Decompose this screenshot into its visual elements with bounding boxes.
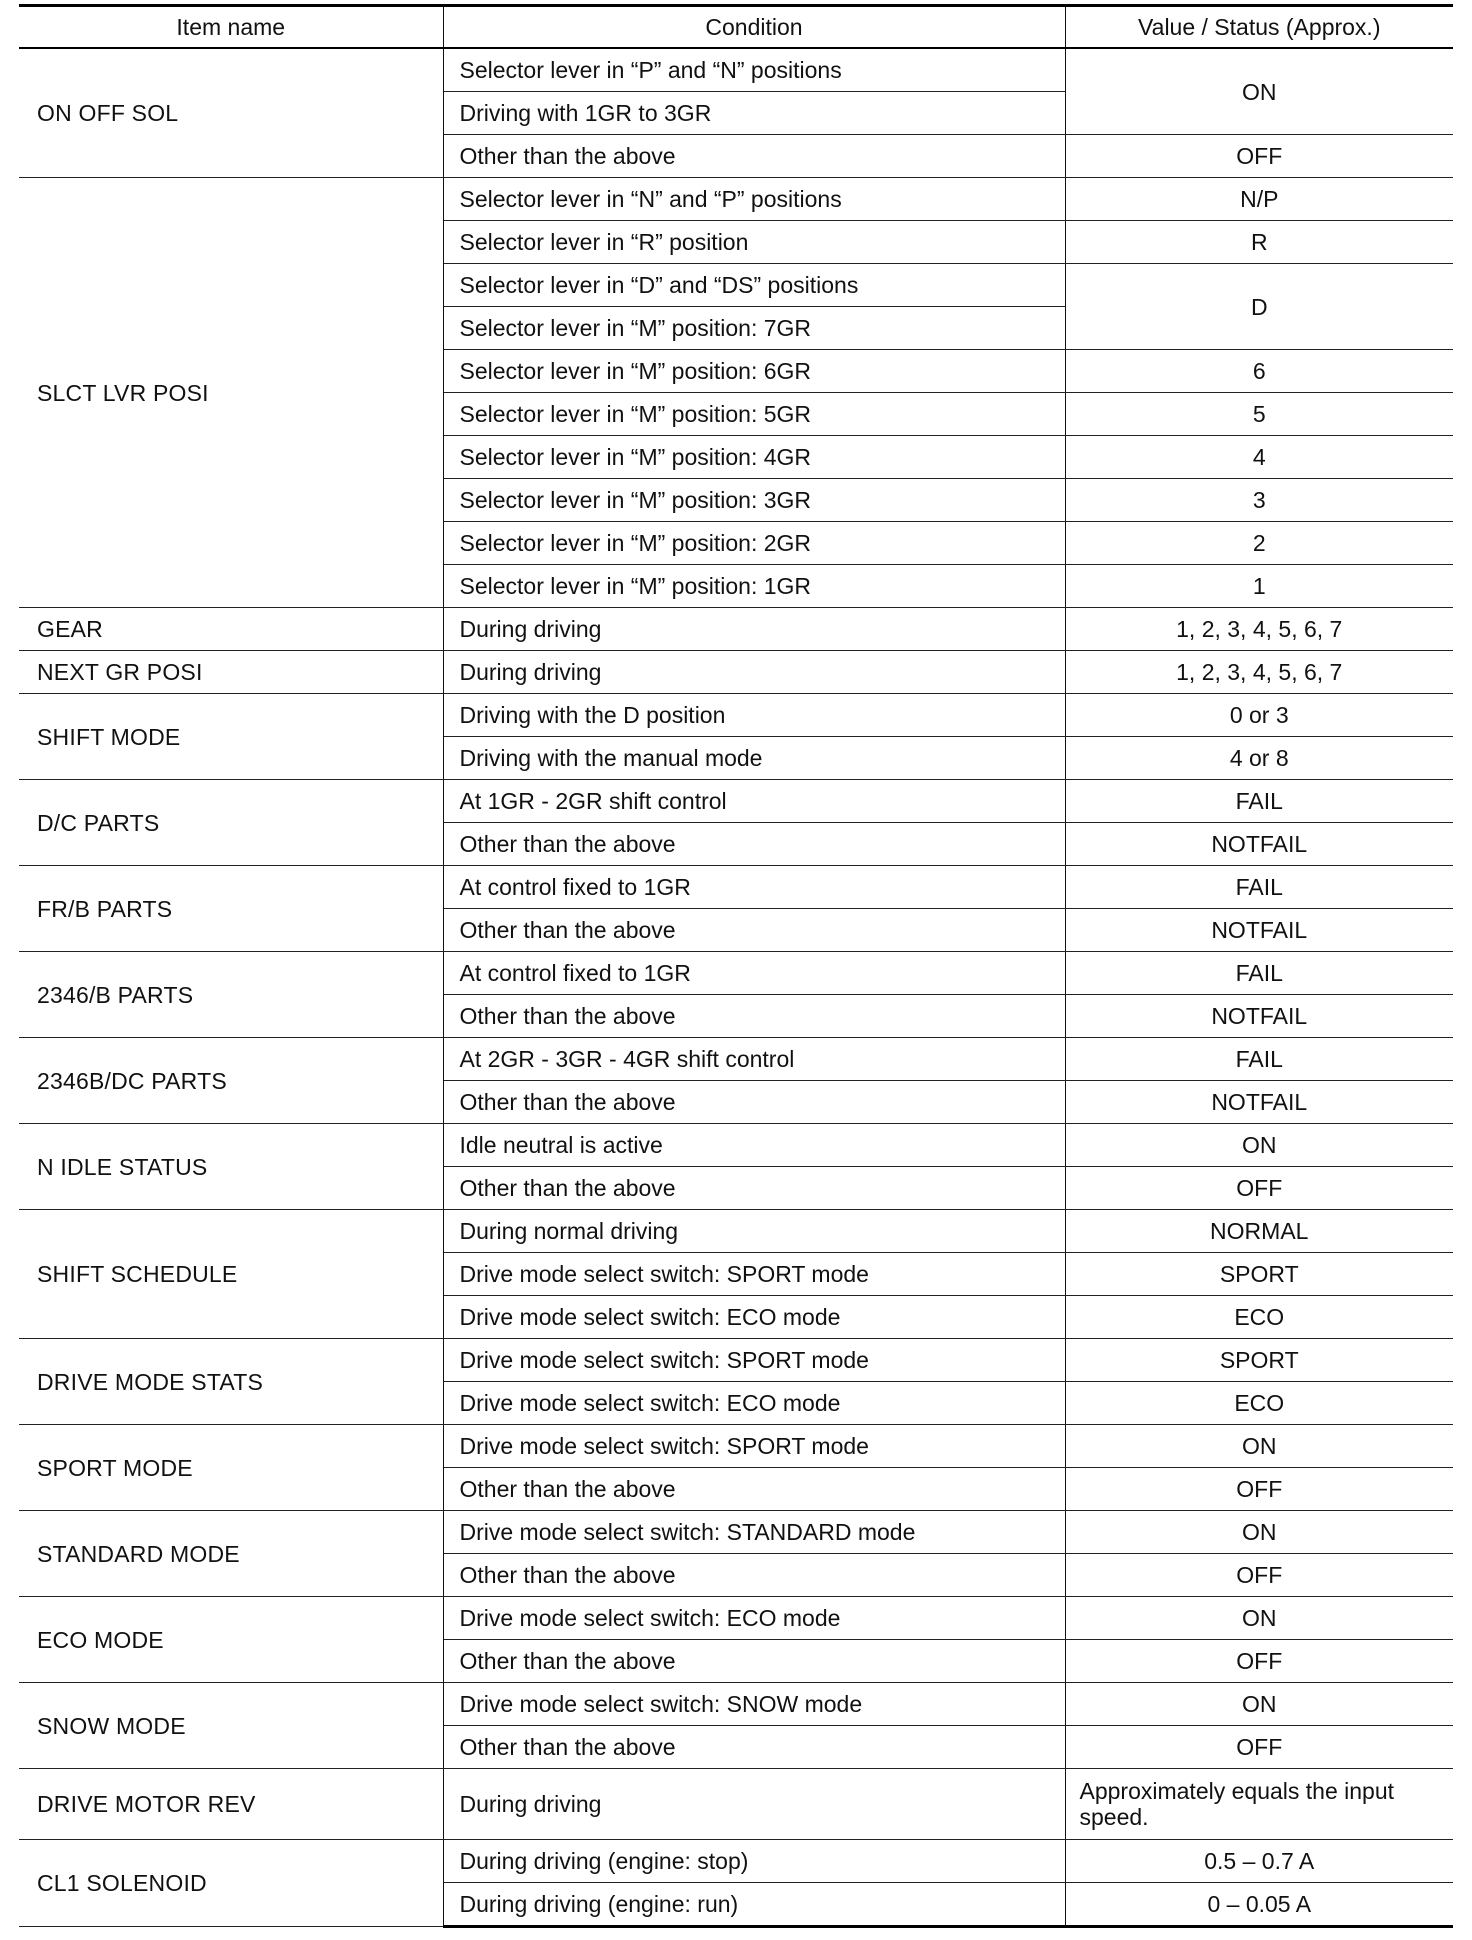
condition-cell: During normal driving [443, 1210, 1065, 1253]
condition-cell: Drive mode select switch: SPORT mode [443, 1253, 1065, 1296]
value-cell: OFF [1065, 1468, 1453, 1511]
value-cell: 4 [1065, 436, 1453, 479]
condition-cell: Selector lever in “N” and “P” positions [443, 178, 1065, 221]
value-cell: ON [1065, 1683, 1453, 1726]
table-header [19, 6, 1453, 49]
value-cell: 1, 2, 3, 4, 5, 6, 7 [1065, 608, 1453, 651]
header-value-status: Value / Status (Approx.) [1065, 6, 1453, 49]
table-row [19, 608, 1453, 651]
item-name-cell: NEXT GR POSI [19, 651, 443, 694]
item-name-cell: FR/B PARTS [19, 866, 443, 952]
condition-cell: At control fixed to 1GR [443, 952, 1065, 995]
value-cell: 5 [1065, 393, 1453, 436]
condition-cell: Other than the above [443, 1081, 1065, 1124]
condition-cell: Driving with 1GR to 3GR [443, 92, 1065, 135]
table-row [19, 1683, 1453, 1726]
condition-cell: Other than the above [443, 823, 1065, 866]
condition-cell: Idle neutral is active [443, 1124, 1065, 1167]
item-name-cell: GEAR [19, 608, 443, 651]
value-cell: 4 or 8 [1065, 737, 1453, 780]
condition-cell: Other than the above [443, 1468, 1065, 1511]
condition-cell: During driving [443, 608, 1065, 651]
condition-cell: Other than the above [443, 1554, 1065, 1597]
condition-cell: Drive mode select switch: STANDARD mode [443, 1511, 1065, 1554]
value-cell: OFF [1065, 1554, 1453, 1597]
condition-cell: Selector lever in “P” and “N” positions [443, 48, 1065, 92]
value-cell: OFF [1065, 135, 1453, 178]
header-row [19, 6, 1453, 49]
value-cell: FAIL [1065, 952, 1453, 995]
item-name-cell: SLCT LVR POSI [19, 178, 443, 608]
condition-cell: During driving (engine: run) [443, 1883, 1065, 1927]
condition-cell: Selector lever in “M” position: 7GR [443, 307, 1065, 350]
header-condition: Condition [443, 6, 1065, 49]
item-name-cell: DRIVE MODE STATS [19, 1339, 443, 1425]
value-cell: Approximately equals the input speed. [1065, 1769, 1453, 1840]
table-row [19, 952, 1453, 995]
value-cell: 0.5 – 0.7 A [1065, 1840, 1453, 1883]
header-item-name: Item name [19, 6, 443, 49]
table-row [19, 48, 1453, 92]
condition-cell: At 2GR - 3GR - 4GR shift control [443, 1038, 1065, 1081]
condition-cell: Selector lever in “M” position: 6GR [443, 350, 1065, 393]
condition-cell: Selector lever in “M” position: 4GR [443, 436, 1065, 479]
value-cell: FAIL [1065, 866, 1453, 909]
condition-cell: Other than the above [443, 1640, 1065, 1683]
table-row [19, 651, 1453, 694]
condition-cell: Selector lever in “D” and “DS” positions [443, 264, 1065, 307]
value-cell: NOTFAIL [1065, 995, 1453, 1038]
condition-cell: During driving [443, 651, 1065, 694]
item-name-cell: SHIFT SCHEDULE [19, 1210, 443, 1339]
condition-cell: Driving with the D position [443, 694, 1065, 737]
value-cell: ECO [1065, 1382, 1453, 1425]
item-name-cell: SHIFT MODE [19, 694, 443, 780]
value-cell: R [1065, 221, 1453, 264]
value-cell: 3 [1065, 479, 1453, 522]
value-cell: ON [1065, 1425, 1453, 1468]
condition-cell: Selector lever in “M” position: 2GR [443, 522, 1065, 565]
table-body [19, 48, 1453, 1927]
condition-cell: Other than the above [443, 1726, 1065, 1769]
value-cell: ON [1065, 1511, 1453, 1554]
value-cell: ON [1065, 1597, 1453, 1640]
condition-cell: At control fixed to 1GR [443, 866, 1065, 909]
condition-cell: Drive mode select switch: SNOW mode [443, 1683, 1065, 1726]
table-row [19, 1597, 1453, 1640]
value-cell: 1, 2, 3, 4, 5, 6, 7 [1065, 651, 1453, 694]
condition-cell: Selector lever in “M” position: 5GR [443, 393, 1065, 436]
condition-cell: Drive mode select switch: ECO mode [443, 1296, 1065, 1339]
table-row [19, 1339, 1453, 1382]
item-name-cell: N IDLE STATUS [19, 1124, 443, 1210]
value-cell: D [1065, 264, 1453, 350]
value-cell: NOTFAIL [1065, 1081, 1453, 1124]
value-cell: 2 [1065, 522, 1453, 565]
table-row [19, 1124, 1453, 1167]
condition-cell: Drive mode select switch: ECO mode [443, 1382, 1065, 1425]
value-cell: ON [1065, 1124, 1453, 1167]
table-row [19, 866, 1453, 909]
item-name-cell: ON OFF SOL [19, 48, 443, 178]
value-cell: 1 [1065, 565, 1453, 608]
value-cell: 6 [1065, 350, 1453, 393]
condition-cell: During driving [443, 1769, 1065, 1840]
value-cell: SPORT [1065, 1253, 1453, 1296]
table-row [19, 1038, 1453, 1081]
condition-cell: Drive mode select switch: SPORT mode [443, 1339, 1065, 1382]
item-name-cell: SNOW MODE [19, 1683, 443, 1769]
table-row [19, 780, 1453, 823]
condition-cell: At 1GR - 2GR shift control [443, 780, 1065, 823]
condition-cell: Other than the above [443, 1167, 1065, 1210]
value-cell: OFF [1065, 1726, 1453, 1769]
table-row [19, 694, 1453, 737]
item-name-cell: CL1 SOLENOID [19, 1840, 443, 1927]
value-cell: NOTFAIL [1065, 909, 1453, 952]
value-cell: 0 – 0.05 A [1065, 1883, 1453, 1927]
value-cell: OFF [1065, 1640, 1453, 1683]
item-name-cell: SPORT MODE [19, 1425, 443, 1511]
data-monitor-table [19, 4, 1453, 1928]
condition-cell: Drive mode select switch: ECO mode [443, 1597, 1065, 1640]
condition-cell: Driving with the manual mode [443, 737, 1065, 780]
item-name-cell: ECO MODE [19, 1597, 443, 1683]
condition-cell: Other than the above [443, 995, 1065, 1038]
table-row [19, 1769, 1453, 1840]
value-cell: NORMAL [1065, 1210, 1453, 1253]
table-row [19, 1840, 1453, 1883]
value-cell: FAIL [1065, 780, 1453, 823]
table-row [19, 178, 1453, 221]
table-row [19, 1210, 1453, 1253]
condition-cell: Selector lever in “M” position: 3GR [443, 479, 1065, 522]
item-name-cell: DRIVE MOTOR REV [19, 1769, 443, 1840]
item-name-cell: 2346/B PARTS [19, 952, 443, 1038]
item-name-cell: 2346B/DC PARTS [19, 1038, 443, 1124]
condition-cell: During driving (engine: stop) [443, 1840, 1065, 1883]
value-cell: 0 or 3 [1065, 694, 1453, 737]
item-name-cell: STANDARD MODE [19, 1511, 443, 1597]
condition-cell: Selector lever in “R” position [443, 221, 1065, 264]
condition-cell: Other than the above [443, 135, 1065, 178]
condition-cell: Drive mode select switch: SPORT mode [443, 1425, 1065, 1468]
table-row [19, 1425, 1453, 1468]
value-cell: ON [1065, 48, 1453, 135]
value-cell: N/P [1065, 178, 1453, 221]
item-name-cell: D/C PARTS [19, 780, 443, 866]
condition-cell: Selector lever in “M” position: 1GR [443, 565, 1065, 608]
value-cell: FAIL [1065, 1038, 1453, 1081]
value-cell: OFF [1065, 1167, 1453, 1210]
value-cell: SPORT [1065, 1339, 1453, 1382]
value-cell: ECO [1065, 1296, 1453, 1339]
value-cell: NOTFAIL [1065, 823, 1453, 866]
table-row [19, 1511, 1453, 1554]
condition-cell: Other than the above [443, 909, 1065, 952]
